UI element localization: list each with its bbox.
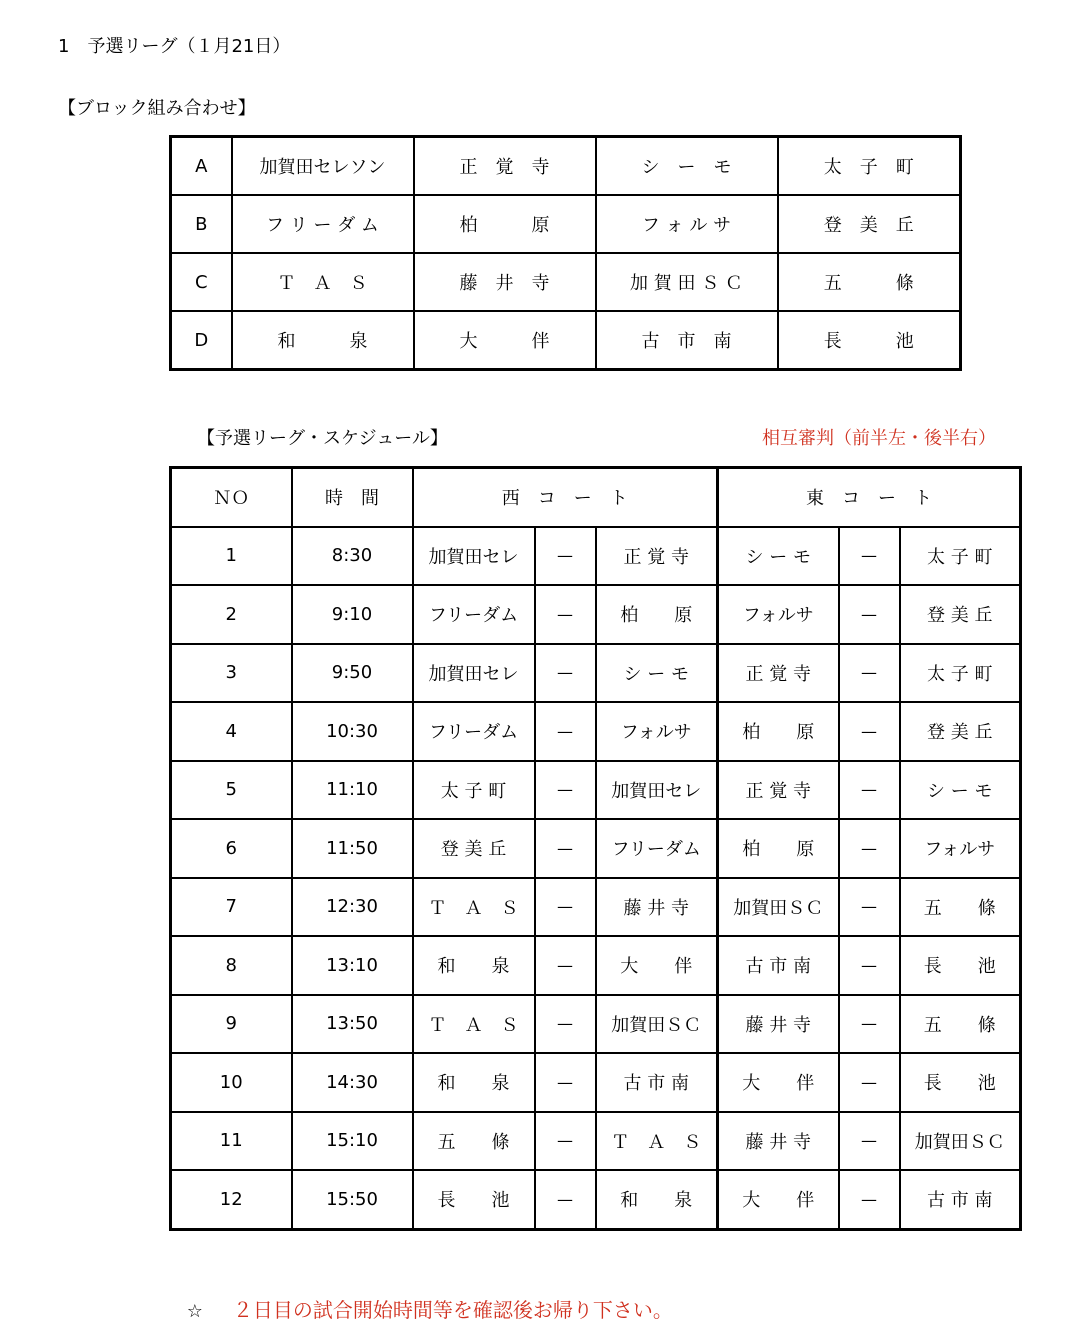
block-label: B: [171, 195, 232, 253]
east-home-team: 正 覚 寺: [718, 761, 839, 820]
match-row: [171, 702, 1021, 761]
match-time-cell: 15:50: [292, 1170, 413, 1229]
match-row: [171, 527, 1021, 586]
east-home-team: 加賀田ＳＣ: [718, 878, 839, 937]
east-home-team: フォルサ: [718, 585, 839, 644]
west-away-team: 加賀田セレ: [596, 761, 718, 820]
east-home-team: シ ー モ: [718, 527, 839, 586]
match-time-cell: 13:10: [292, 936, 413, 995]
west-vs-dash: —: [535, 1053, 596, 1112]
match-time-cell: 12:30: [292, 878, 413, 937]
header-east-court: 東 コ ー ト: [718, 468, 1021, 527]
match-row: [171, 1170, 1021, 1229]
east-vs-dash: —: [839, 1053, 900, 1112]
block-team-cell: 加賀田セレソン: [232, 137, 414, 196]
west-vs-dash: —: [535, 585, 596, 644]
west-away-team: 柏 原: [596, 585, 718, 644]
match-time-cell: 8:30: [292, 527, 413, 586]
block-team-cell: フ リ ー ダ ム: [232, 195, 414, 253]
east-vs-dash: —: [839, 702, 900, 761]
east-away-team: 五 條: [900, 995, 1021, 1054]
west-vs-dash: —: [535, 936, 596, 995]
west-away-team: 古 市 南: [596, 1053, 718, 1112]
west-away-team: 藤 井 寺: [596, 878, 718, 937]
block-table: [169, 135, 962, 371]
block-row: [171, 195, 961, 253]
east-home-team: 柏 原: [718, 819, 839, 878]
east-away-team: 古 市 南: [900, 1170, 1021, 1229]
east-vs-dash: —: [839, 1170, 900, 1229]
west-home-team: 加賀田セレ: [413, 527, 535, 586]
west-home-team: 五 條: [413, 1112, 535, 1171]
referee-note: 相互審判（前半左・後半右）: [762, 428, 996, 449]
match-no-cell: 1: [171, 527, 292, 586]
block-team-cell: 大 伴: [414, 311, 596, 370]
west-home-team: 和 泉: [413, 936, 535, 995]
block-label: C: [171, 253, 232, 311]
match-no-cell: 5: [171, 761, 292, 820]
west-home-team: Ｔ Ａ Ｓ: [413, 878, 535, 937]
block-team-cell: 太 子 町: [778, 137, 961, 196]
match-no-cell: 3: [171, 644, 292, 703]
match-time-cell: 14:30: [292, 1053, 413, 1112]
match-no-cell: 8: [171, 936, 292, 995]
block-row: [171, 137, 961, 196]
east-away-team: 加賀田ＳＣ: [900, 1112, 1021, 1171]
east-home-team: 柏 原: [718, 702, 839, 761]
east-home-team: 大 伴: [718, 1053, 839, 1112]
block-team-cell: 五 條: [778, 253, 961, 311]
west-home-team: 和 泉: [413, 1053, 535, 1112]
schedule-header-row: [171, 468, 1021, 527]
match-time-cell: 9:10: [292, 585, 413, 644]
match-row: [171, 819, 1021, 878]
west-away-team: シ ー モ: [596, 644, 718, 703]
west-home-team: Ｔ Ａ Ｓ: [413, 995, 535, 1054]
block-team-cell: 登 美 丘: [778, 195, 961, 253]
east-vs-dash: —: [839, 819, 900, 878]
match-no-cell: 4: [171, 702, 292, 761]
block-label: D: [171, 311, 232, 370]
west-away-team: 加賀田ＳＣ: [596, 995, 718, 1054]
east-home-team: 古 市 南: [718, 936, 839, 995]
east-vs-dash: —: [839, 878, 900, 937]
east-home-team: 藤 井 寺: [718, 1112, 839, 1171]
west-home-team: 加賀田セレ: [413, 644, 535, 703]
block-team-cell: 加 賀 田 Ｓ Ｃ: [596, 253, 778, 311]
west-vs-dash: —: [535, 1112, 596, 1171]
match-no-cell: 10: [171, 1053, 292, 1112]
east-away-team: 長 池: [900, 936, 1021, 995]
west-away-team: 和 泉: [596, 1170, 718, 1229]
schedule-heading: 【予選リーグ・スケジュール】: [197, 428, 448, 449]
block-team-cell: 柏 原: [414, 195, 596, 253]
match-row: [171, 761, 1021, 820]
block-row: [171, 311, 961, 370]
west-vs-dash: —: [535, 644, 596, 703]
match-row: [171, 644, 1021, 703]
west-home-team: フリーダム: [413, 702, 535, 761]
match-row: [171, 936, 1021, 995]
footnote: [174, 1270, 673, 1323]
match-time-cell: 13:50: [292, 995, 413, 1054]
west-vs-dash: —: [535, 819, 596, 878]
match-no-cell: 2: [171, 585, 292, 644]
west-home-team: フリーダム: [413, 585, 535, 644]
block-team-cell: 古 市 南: [596, 311, 778, 370]
block-heading: 【ブロック組み合わせ】: [58, 98, 256, 119]
east-home-team: 正 覚 寺: [718, 644, 839, 703]
match-row: [171, 995, 1021, 1054]
match-no-cell: 9: [171, 995, 292, 1054]
match-row: [171, 585, 1021, 644]
east-away-team: フォルサ: [900, 819, 1021, 878]
east-away-team: 長 池: [900, 1053, 1021, 1112]
west-vs-dash: —: [535, 527, 596, 586]
match-no-cell: 6: [171, 819, 292, 878]
west-away-team: フリーダム: [596, 819, 718, 878]
match-no-cell: 12: [171, 1170, 292, 1229]
east-away-team: シ ー モ: [900, 761, 1021, 820]
east-vs-dash: —: [839, 527, 900, 586]
west-away-team: 正 覚 寺: [596, 527, 718, 586]
east-away-team: 太 子 町: [900, 644, 1021, 703]
match-no-cell: 7: [171, 878, 292, 937]
east-home-team: 藤 井 寺: [718, 995, 839, 1054]
block-team-cell: シ ー モ: [596, 137, 778, 196]
east-away-team: 太 子 町: [900, 527, 1021, 586]
block-row: [171, 253, 961, 311]
match-row: [171, 878, 1021, 937]
star-icon: ☆: [186, 1301, 203, 1322]
west-home-team: 長 池: [413, 1170, 535, 1229]
block-team-cell: 長 池: [778, 311, 961, 370]
east-vs-dash: —: [839, 1112, 900, 1171]
match-no-cell: 11: [171, 1112, 292, 1171]
block-label: A: [171, 137, 232, 196]
match-time-cell: 11:10: [292, 761, 413, 820]
east-away-team: 登 美 丘: [900, 585, 1021, 644]
block-team-cell: Ｔ Ａ Ｓ: [232, 253, 414, 311]
east-away-team: 登 美 丘: [900, 702, 1021, 761]
east-vs-dash: —: [839, 644, 900, 703]
block-team-cell: 正 覚 寺: [414, 137, 596, 196]
west-away-team: 大 伴: [596, 936, 718, 995]
west-vs-dash: —: [535, 761, 596, 820]
section-title: 1 予選リーグ（１月21日）: [58, 36, 291, 57]
east-away-team: 五 條: [900, 878, 1021, 937]
east-vs-dash: —: [839, 936, 900, 995]
header-no: ＮＯ: [171, 468, 292, 527]
west-vs-dash: —: [535, 702, 596, 761]
west-vs-dash: —: [535, 995, 596, 1054]
match-time-cell: 9:50: [292, 644, 413, 703]
west-vs-dash: —: [535, 1170, 596, 1229]
east-vs-dash: —: [839, 995, 900, 1054]
east-vs-dash: —: [839, 761, 900, 820]
match-time-cell: 15:10: [292, 1112, 413, 1171]
header-time: 時 間: [292, 468, 413, 527]
east-vs-dash: —: [839, 585, 900, 644]
west-home-team: 登 美 丘: [413, 819, 535, 878]
schedule-table: [169, 466, 1022, 1231]
west-vs-dash: —: [535, 878, 596, 937]
west-away-team: フォルサ: [596, 702, 718, 761]
west-away-team: Ｔ Ａ Ｓ: [596, 1112, 718, 1171]
block-team-cell: フ ォ ル サ: [596, 195, 778, 253]
west-home-team: 太 子 町: [413, 761, 535, 820]
header-west-court: 西 コ ー ト: [413, 468, 718, 527]
match-time-cell: 10:30: [292, 702, 413, 761]
block-team-cell: 藤 井 寺: [414, 253, 596, 311]
match-row: [171, 1053, 1021, 1112]
east-home-team: 大 伴: [718, 1170, 839, 1229]
block-team-cell: 和 泉: [232, 311, 414, 370]
match-time-cell: 11:50: [292, 819, 413, 878]
footnote-text: ２日目の試合開始時間等を確認後お帰り下さい。: [232, 1298, 673, 1322]
match-row: [171, 1112, 1021, 1171]
